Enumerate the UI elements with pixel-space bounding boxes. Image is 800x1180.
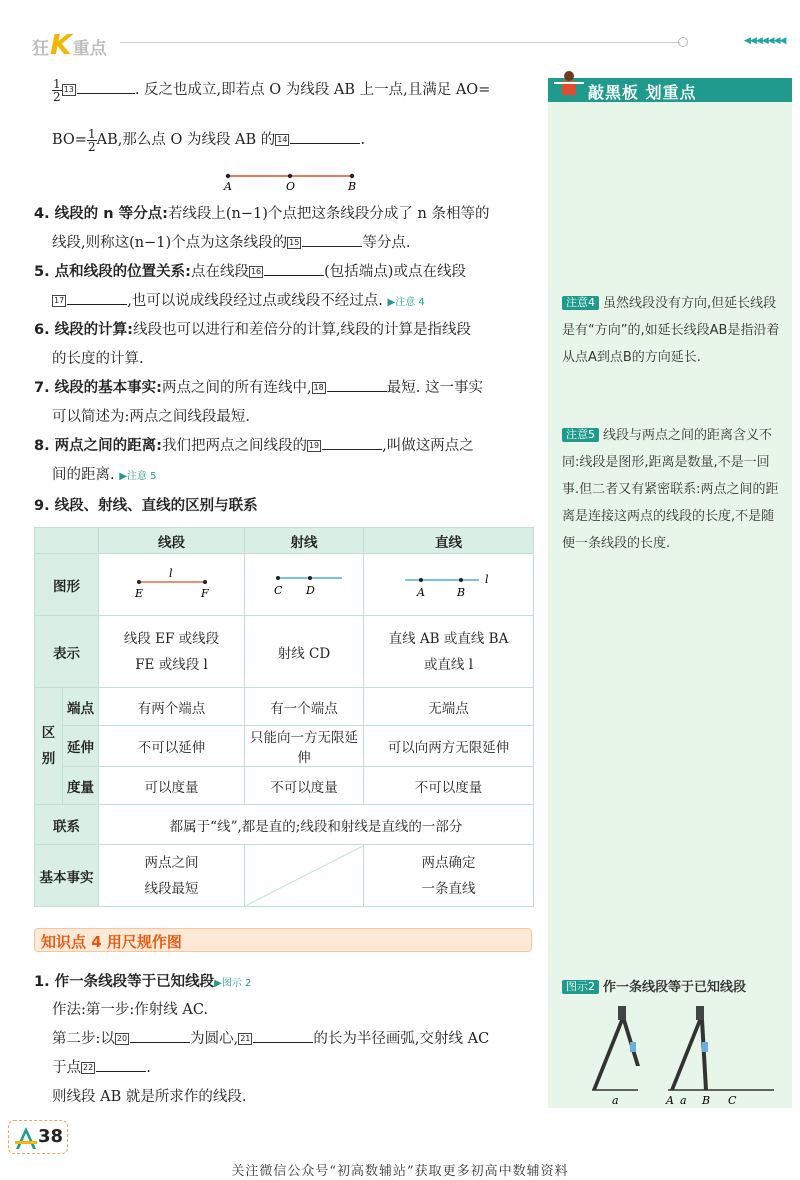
table-cell: 只能向一方无限延伸 [245, 726, 364, 767]
blank-number: 14 [277, 135, 288, 144]
logo-text-pre: 狂 [32, 39, 49, 59]
blank-22[interactable] [96, 1071, 146, 1072]
item-text: ,叫做这两点之 [382, 438, 474, 454]
step-text: 于点 [52, 1060, 81, 1076]
midpoint-line-2: BO= $\frac{1}{2}$ AB,那么点 O 为线段 AB 的 14 . [52, 126, 366, 154]
item-text: 点在线段 [190, 264, 249, 280]
ray-figure [245, 554, 364, 616]
item-4 [34, 200, 544, 258]
table-header: 射线 [245, 528, 364, 554]
fraction-half: $\frac{1}{2}$ [53, 76, 61, 104]
figure-label: l [484, 572, 489, 586]
figure-label: O [286, 180, 296, 193]
figure-label: B [702, 1094, 711, 1106]
note-tag: 注意5 [562, 428, 599, 442]
page-header [0, 0, 800, 62]
figure-note-title [562, 974, 784, 1001]
table-cell: 不可以度量 [245, 767, 364, 805]
item-text: 线段,则称这(n−1)个点为这条线段的 [52, 235, 288, 251]
figure-title: 作一条线段等于已知线段 [603, 980, 747, 995]
figure-label: A [666, 1094, 674, 1106]
knowledge-point-title: 知识点 4 用尺规作图 [41, 933, 182, 951]
table-cell: 可以向两方无限延伸 [364, 726, 534, 767]
blank-number: 13 [63, 85, 74, 94]
table-cell-empty [245, 845, 364, 907]
midpoint-figure [220, 168, 360, 194]
knowledge-point-banner [34, 928, 532, 952]
sidebar-header [548, 78, 792, 102]
figure-tag: 图示2 [562, 980, 599, 994]
table-cell: 不可以度量 [364, 767, 534, 805]
figure-label: F [200, 586, 209, 600]
construct-heading [34, 968, 544, 998]
midpoint-text: AB,那么点 O 为线段 AB 的 [96, 132, 276, 148]
group-label: 区 别 [35, 688, 63, 805]
table-cell: 可以度量 [99, 767, 245, 805]
logo-k: K [50, 28, 72, 61]
figure-label: B [348, 180, 357, 193]
item-7 [34, 374, 544, 432]
step-text: . [146, 1060, 151, 1076]
item-heading: 1. 作一条线段等于已知线段 [34, 974, 215, 990]
item-text: 可以简述为:两点之间线段最短. [52, 409, 250, 425]
table-cell: 有两个端点 [99, 688, 245, 726]
series-logo [32, 28, 107, 61]
item-heading: 6. 线段的计算: [34, 322, 133, 338]
table-cell: 两点确定 一条直线 [364, 845, 534, 907]
blank-number: 17 [54, 296, 65, 305]
table-row [35, 616, 534, 688]
item-text: 最短. 这一事实 [386, 380, 483, 396]
compass-figure [588, 1002, 778, 1106]
blank-number: 20 [116, 1034, 128, 1043]
blank-18[interactable] [327, 391, 387, 392]
table-row [35, 726, 534, 767]
table-cell: 都属于“线”,都是直的;线段和射线是直线的一部分 [99, 805, 534, 845]
table-cell [99, 616, 245, 688]
row-label: 表示 [35, 616, 99, 688]
item-text: (包括端点)或点在线段 [324, 264, 466, 280]
blank-15[interactable] [302, 246, 362, 247]
cell-text: 或直线 l [423, 656, 474, 673]
blank-20[interactable] [130, 1042, 190, 1043]
note-tag: 注意4 [562, 296, 599, 310]
compass-logo-icon [13, 1125, 39, 1151]
table-corner [35, 528, 99, 554]
note-ref-link[interactable]: ▶注意 5 [119, 471, 157, 482]
figure-ref-link[interactable]: ▶图示 2 [214, 978, 252, 989]
blank-13[interactable] [77, 93, 135, 94]
row-label: 图形 [35, 554, 99, 616]
note-text: 虽然线段没有方向,但延长线段是有“方向”的,如延长线段AB是指沿着从点A到点B的方向延长. [562, 296, 780, 365]
table-cell: 无端点 [364, 688, 534, 726]
table-row [35, 845, 534, 907]
table-cell: 射线 CD [245, 616, 364, 688]
compass-icon [592, 1006, 640, 1090]
item-text: 线段也可以进行和差倍分的计算,线段的计算是指线段 [132, 322, 472, 338]
blank-number: 19 [308, 441, 320, 450]
figure-label: A [416, 585, 425, 599]
cell-text: FE 或线段 l [135, 656, 208, 673]
figure-label: C [728, 1094, 737, 1106]
item-9 [34, 492, 524, 521]
row-label: 基本事实 [35, 845, 99, 907]
figure-label: B [456, 585, 465, 599]
item-8 [34, 432, 544, 491]
table-cell: 不可以延伸 [99, 726, 245, 767]
blank-19[interactable] [322, 449, 382, 450]
item-heading: 9. 线段、射线、直线的区别与联系 [34, 498, 258, 514]
note-4 [562, 290, 784, 371]
table-row [35, 688, 534, 726]
line-figure [364, 554, 534, 616]
fraction-half: $\frac{1}{2}$ [87, 126, 96, 154]
blank-number: 18 [313, 383, 324, 392]
item-text: 间的距离. [52, 467, 115, 483]
midpoint-line-1 [52, 76, 542, 105]
item-text: ,也可以说成线段经过点或线段不经过点. [127, 293, 383, 309]
blank-number: 22 [83, 1063, 94, 1072]
step-text: 第二步:以 [52, 1031, 115, 1047]
row-label: 端点 [63, 688, 99, 726]
table-cell [364, 616, 534, 688]
item-text: 我们把两点之间线段的 [161, 438, 307, 454]
table-cell: 有一个端点 [245, 688, 364, 726]
footer-text: 关注微信公众号“初高数辅站”获取更多初高中数辅资料 [231, 1164, 569, 1179]
item-heading: 5. 点和线段的位置关系: [34, 264, 191, 280]
item-5 [34, 258, 544, 317]
figure-label: E [134, 586, 143, 600]
row-label: 度量 [63, 767, 99, 805]
segment-figure [99, 554, 245, 616]
sidebar-notes [548, 78, 792, 1108]
compass-icon [670, 1006, 708, 1090]
cell-text: 线段 EF 或线段 [123, 630, 220, 647]
note-text: 线段与两点之间的距离含义不同:线段是图形,距离是数量,不是一回事.但二者又有紧密联系:两点之间的距离是连接这两点的线段的长度,不是随便一条线段的长度. [562, 428, 779, 551]
header-circle-icon [678, 37, 688, 47]
midpoint-text: BO= [52, 132, 87, 148]
blank-21[interactable] [253, 1042, 313, 1043]
table-row [35, 554, 534, 616]
figure-label: a [680, 1094, 687, 1106]
step-text: 则线段 AB 就是所求作的线段. [52, 1089, 247, 1105]
item-text: 等分点. [362, 235, 411, 251]
item-text: 若线段上(n−1)个点把这条线段分成了 n 条相等的 [167, 206, 490, 222]
note-5 [562, 422, 784, 557]
table-cell: 两点之间 线段最短 [99, 845, 245, 907]
construct-steps [52, 996, 542, 1112]
table-header: 线段 [99, 528, 245, 554]
header-rule [120, 42, 680, 43]
step-text: 作法:第一步:作射线 AC. [52, 1002, 209, 1018]
note-ref-link[interactable]: ▶注意 4 [387, 297, 425, 308]
teacher-icon [552, 70, 586, 100]
step-text: 为圆心, [190, 1031, 239, 1047]
page-number: 38 [38, 1126, 64, 1147]
midpoint-text: . 反之也成立,即若点 O 为线段 AB 上一点,且满足 AO= [134, 82, 491, 98]
item-6 [34, 316, 544, 374]
table-row [35, 805, 534, 845]
blank-17[interactable] [67, 304, 127, 305]
blank-number: 21 [240, 1034, 251, 1043]
item-text: 两点之间的所有连线中, [161, 380, 312, 396]
blank-14[interactable] [290, 143, 360, 144]
blank-number: 15 [289, 238, 300, 247]
row-label: 延伸 [63, 726, 99, 767]
step-text: 的长为半径画弧,交射线 AC [313, 1031, 490, 1047]
figure-label: a [612, 1094, 619, 1106]
row-label: 联系 [35, 805, 99, 845]
header-arrows-icon: ◀◀◀◀◀◀◀ [744, 36, 786, 46]
table-row [35, 767, 534, 805]
comparison-table [34, 527, 534, 907]
figure-label: A [224, 180, 232, 193]
table-header: 直线 [364, 528, 534, 554]
item-heading: 4. 线段的 n 等分点: [34, 206, 168, 222]
item-heading: 7. 线段的基本事实: [34, 380, 162, 396]
cell-text: 直线 AB 或直线 BA [388, 630, 509, 647]
figure-label: D [306, 583, 315, 597]
sidebar-title: 敲黑板 划重点 [588, 83, 697, 102]
table-header-row [35, 528, 534, 554]
item-heading: 8. 两点之间的距离: [34, 438, 162, 454]
blank-number: 16 [250, 267, 262, 276]
figure-label: C [274, 583, 283, 597]
logo-text-post: 重点 [72, 39, 107, 59]
blank-16[interactable] [264, 275, 324, 276]
figure-label: l [168, 566, 173, 580]
item-text: 的长度的计算. [52, 351, 144, 367]
